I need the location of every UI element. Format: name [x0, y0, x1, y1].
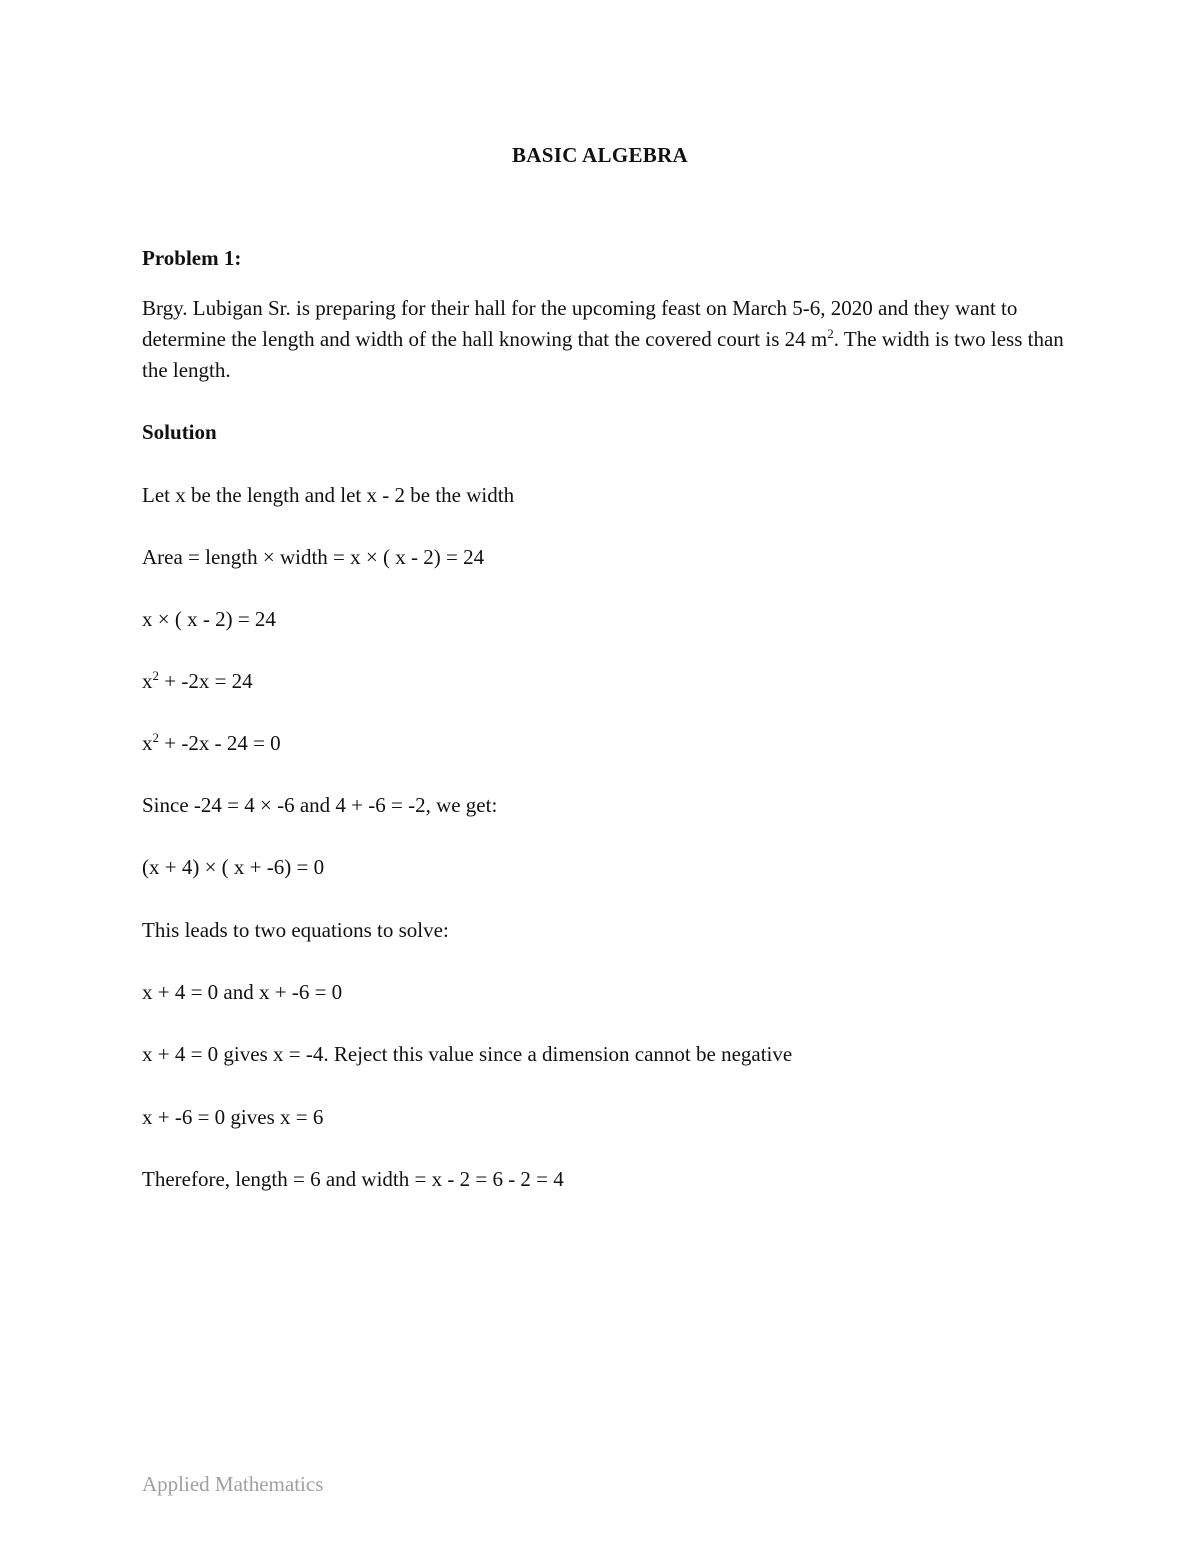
step-5-exponent: 2	[152, 730, 159, 745]
solution-step-8: This leads to two equations to solve:	[142, 918, 449, 942]
problem-statement	[142, 293, 1072, 386]
solution-step-7: (x + 4) × ( x + -6) = 0	[142, 855, 325, 879]
problem-heading: Problem 1:	[142, 246, 242, 270]
solution-step-6: Since -24 = 4 × -6 and 4 + -6 = -2, we get:	[142, 793, 498, 817]
document-title: BASIC ALGEBRA	[511, 143, 689, 167]
step-4-rest: + -2x = 24	[159, 669, 253, 693]
step-4-exponent: 2	[152, 668, 159, 683]
solution-step-4	[142, 669, 253, 694]
solution-step-5	[142, 731, 281, 756]
problem-text-part-1: Brgy. Lubigan Sr. is preparing for their hall for the upcoming feast on March 5-6, 2020 and they want to determine the length and width of the hall knowing that the covered court is 24 m	[142, 296, 1018, 351]
solution-heading: Solution	[142, 420, 217, 444]
step-4-base: x	[142, 669, 153, 693]
page-footer: Applied Mathematics	[142, 1472, 324, 1496]
problem-superscript: 2	[827, 326, 834, 341]
step-5-base: x	[142, 731, 153, 755]
solution-step-11: x + -6 = 0 gives x = 6	[142, 1105, 324, 1129]
problem-text-part-2: . The width is two less than the length.	[142, 327, 1064, 382]
solution-step-2: Area = length × width = x × ( x - 2) = 24	[142, 545, 485, 569]
solution-step-12: Therefore, length = 6 and width = x - 2 = 6 - 2 = 4	[142, 1167, 564, 1191]
solution-step-3: x × ( x - 2) = 24	[142, 607, 276, 631]
solution-step-9: x + 4 = 0 and x + -6 = 0	[142, 980, 343, 1004]
step-5-rest: + -2x - 24 = 0	[159, 731, 281, 755]
solution-step-1: Let x be the length and let x - 2 be the width	[142, 483, 515, 507]
solution-step-10: x + 4 = 0 gives x = -4. Reject this value since a dimension cannot be negative	[142, 1042, 793, 1066]
